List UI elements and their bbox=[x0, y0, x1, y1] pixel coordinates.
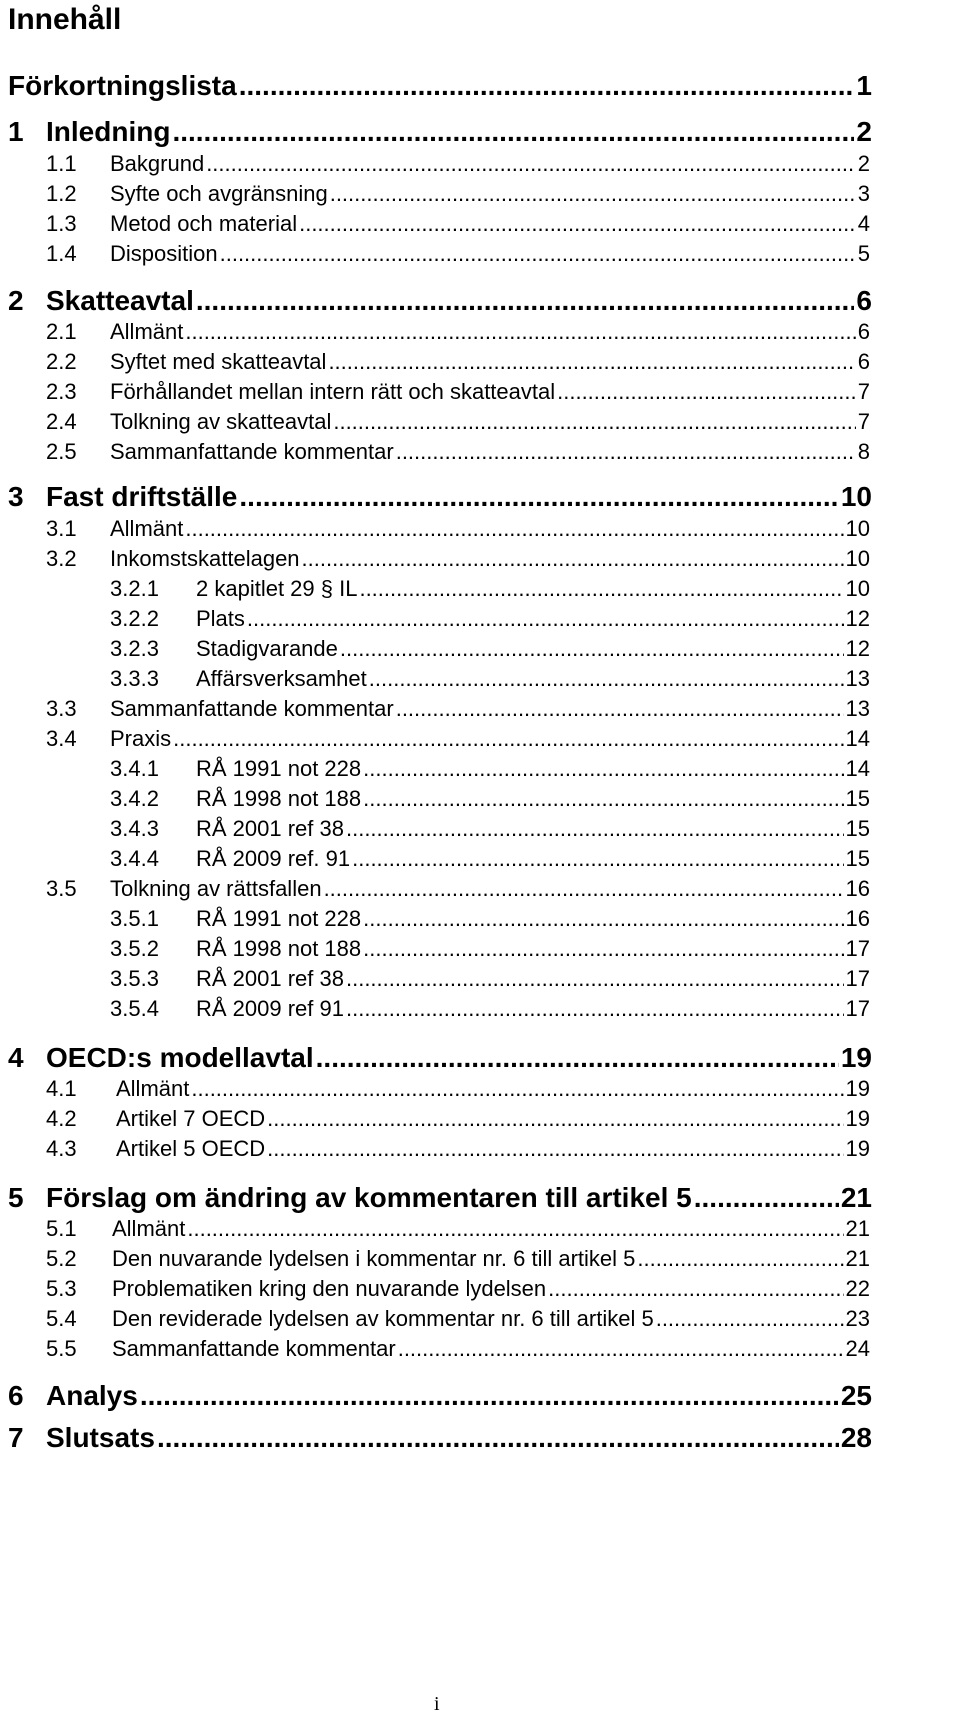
toc-entry-label: Tolkning av skatteavtal bbox=[110, 409, 332, 434]
toc-leader-dots bbox=[340, 636, 844, 662]
toc-entry-number: 3.5.4 bbox=[110, 996, 159, 1021]
toc-entry[interactable] bbox=[8, 285, 872, 317]
toc-entry-number: 3.4.2 bbox=[110, 786, 159, 811]
toc-entry-page: 19 bbox=[845, 1106, 870, 1131]
toc-entry-number: 5.5 bbox=[46, 1336, 77, 1361]
toc-entry-label: Allmänt bbox=[110, 319, 184, 344]
toc-entry-page: 10 bbox=[845, 576, 870, 601]
toc-entry-label: Allmänt bbox=[116, 1076, 190, 1101]
toc-entry-number: 1.2 bbox=[46, 181, 77, 206]
toc-entry-label: RÅ 1991 not 228 bbox=[196, 756, 362, 781]
toc-entry[interactable] bbox=[110, 606, 870, 632]
toc-entry-label: Sammanfattande kommentar bbox=[110, 439, 394, 464]
toc-entry[interactable] bbox=[46, 516, 870, 542]
toc-entry-label: Allmänt bbox=[112, 1216, 186, 1241]
toc-entry-number: 3 bbox=[8, 481, 24, 512]
toc-entry-label: Artikel 7 OECD bbox=[116, 1106, 266, 1131]
toc-leader-dots bbox=[330, 181, 856, 207]
toc-entry-page: 6 bbox=[856, 285, 872, 316]
toc-entry-page: 19 bbox=[840, 1042, 872, 1073]
toc-entry[interactable] bbox=[46, 181, 870, 207]
toc-leader-dots bbox=[359, 576, 843, 602]
toc-entry[interactable] bbox=[46, 546, 870, 572]
toc-leader-dots bbox=[363, 936, 843, 962]
toc-entry-label: Bakgrund bbox=[110, 151, 205, 176]
toc-leader-dots bbox=[346, 816, 844, 842]
toc-leader-dots bbox=[299, 211, 856, 237]
toc-leader-dots bbox=[185, 319, 855, 345]
toc-entry-number: 3.1 bbox=[46, 516, 77, 541]
toc-leader-dots bbox=[196, 285, 855, 317]
toc-entry-number: 1.1 bbox=[46, 151, 77, 176]
toc-entry-page: 6 bbox=[857, 319, 870, 344]
toc-leader-dots bbox=[396, 696, 844, 722]
toc-entry-number: 3.2.3 bbox=[110, 636, 159, 661]
toc-entry-label: Syfte och avgränsning bbox=[110, 181, 328, 206]
toc-leader-dots bbox=[173, 726, 843, 752]
toc-entry[interactable] bbox=[46, 1276, 870, 1302]
toc-leader-dots bbox=[187, 1216, 843, 1242]
toc-entry-number: 3.2 bbox=[46, 546, 77, 571]
toc-entry-label: Inledning bbox=[46, 116, 171, 147]
toc-entry-page: 14 bbox=[845, 726, 870, 751]
toc-entry[interactable] bbox=[46, 1136, 870, 1162]
toc-entry-label: Den reviderade lydelsen av kommentar nr. 6 till artikel 5 bbox=[112, 1306, 654, 1331]
toc-entry[interactable] bbox=[110, 816, 870, 842]
toc-leader-dots bbox=[157, 1422, 839, 1454]
toc-entry[interactable] bbox=[46, 1246, 870, 1272]
toc-leader-dots bbox=[185, 516, 843, 542]
toc-entry[interactable] bbox=[46, 1336, 870, 1362]
toc-entry[interactable] bbox=[46, 349, 870, 375]
toc-entry-number: 2.2 bbox=[46, 349, 77, 374]
toc-entry[interactable] bbox=[8, 1042, 872, 1074]
toc-leader-dots bbox=[363, 906, 843, 932]
toc-leader-dots bbox=[352, 846, 843, 872]
toc-entry-number: 3.4.4 bbox=[110, 846, 159, 871]
toc-entry-page: 12 bbox=[845, 636, 870, 661]
toc-entry[interactable] bbox=[8, 1380, 872, 1412]
toc-entry-label: Tolkning av rättsfallen bbox=[110, 876, 322, 901]
toc-entry-label: Sammanfattande kommentar bbox=[112, 1336, 396, 1361]
toc-entry-page: 21 bbox=[845, 1246, 870, 1271]
toc-entry-number: 4.3 bbox=[46, 1136, 77, 1161]
toc-entry[interactable] bbox=[110, 636, 870, 662]
toc-entry-number: 4 bbox=[8, 1042, 24, 1073]
toc-entry-page: 7 bbox=[857, 379, 870, 404]
toc-leader-dots bbox=[396, 439, 856, 465]
toc-leader-dots bbox=[363, 756, 843, 782]
toc-leader-dots bbox=[267, 1106, 843, 1132]
toc-entry-number: 1 bbox=[8, 116, 24, 147]
toc-entry-label: RÅ 2001 ref 38 bbox=[196, 966, 344, 991]
toc-entry-page: 1 bbox=[856, 70, 872, 101]
toc-entry-label: RÅ 2009 ref. 91 bbox=[196, 846, 351, 871]
toc-entry-label: Syftet med skatteavtal bbox=[110, 349, 327, 374]
toc-entry-page: 15 bbox=[845, 846, 870, 871]
toc-entry-page: 23 bbox=[845, 1306, 870, 1331]
toc-entry-number: 2 bbox=[8, 285, 24, 316]
toc-entry-label: Inkomstskattelagen bbox=[110, 546, 300, 571]
toc-entry-number: 3.5.2 bbox=[110, 936, 159, 961]
toc-entry-number: 3.2.2 bbox=[110, 606, 159, 631]
toc-entry-label: RÅ 2001 ref 38 bbox=[196, 816, 344, 841]
toc-leader-dots bbox=[346, 966, 844, 992]
toc-entry[interactable] bbox=[8, 70, 872, 102]
toc-entry-page: 13 bbox=[845, 666, 870, 691]
toc-entry-page: 2 bbox=[856, 116, 872, 147]
toc-entry-page: 17 bbox=[845, 996, 870, 1021]
toc-entry-number: 5.3 bbox=[46, 1276, 77, 1301]
toc-entry[interactable] bbox=[110, 576, 870, 602]
toc-entry-number: 6 bbox=[8, 1380, 24, 1411]
toc-entry-page: 28 bbox=[840, 1422, 872, 1453]
toc-entry-number: 2.5 bbox=[46, 439, 77, 464]
toc-entry[interactable] bbox=[46, 211, 870, 237]
toc-entry-label: Slutsats bbox=[46, 1422, 155, 1453]
toc-entry[interactable] bbox=[46, 439, 870, 465]
toc-entry-page: 22 bbox=[845, 1276, 870, 1301]
toc-entry[interactable] bbox=[110, 786, 870, 812]
toc-entry-label: Metod och material bbox=[110, 211, 298, 236]
toc-entry[interactable] bbox=[46, 1076, 870, 1102]
toc-entry-page: 10 bbox=[845, 546, 870, 571]
toc-leader-dots bbox=[239, 481, 838, 513]
toc-entry-label: RÅ 2009 ref 91 bbox=[196, 996, 344, 1021]
toc-entry[interactable] bbox=[110, 756, 870, 782]
toc-entry-page: 15 bbox=[845, 786, 870, 811]
toc-entry[interactable] bbox=[46, 696, 870, 722]
toc-entry[interactable] bbox=[46, 1306, 870, 1332]
toc-entry-page: 21 bbox=[840, 1182, 872, 1213]
toc-entry-page: 5 bbox=[857, 241, 870, 266]
toc-entry[interactable] bbox=[46, 876, 870, 902]
toc-entry-number: 1.3 bbox=[46, 211, 77, 236]
toc-entry[interactable] bbox=[8, 116, 872, 148]
toc-entry-page: 16 bbox=[845, 906, 870, 931]
toc-entry-number: 3.5.1 bbox=[110, 906, 159, 931]
toc-entry[interactable] bbox=[110, 846, 870, 872]
toc-entry[interactable] bbox=[46, 241, 870, 267]
toc-entry-page: 19 bbox=[845, 1076, 870, 1101]
toc-entry-label: Disposition bbox=[110, 241, 218, 266]
toc-entry-page: 8 bbox=[857, 439, 870, 464]
toc-entry[interactable] bbox=[46, 151, 870, 177]
toc-entry[interactable] bbox=[110, 966, 870, 992]
toc-entry[interactable] bbox=[110, 666, 870, 692]
toc-entry-label: RÅ 1998 not 188 bbox=[196, 786, 362, 811]
toc-leader-dots bbox=[220, 241, 856, 267]
toc-entry-number: 3.4.1 bbox=[110, 756, 159, 781]
toc-entry-label: Fast driftställe bbox=[46, 481, 238, 512]
toc-entry-page: 2 bbox=[857, 151, 870, 176]
toc-entry-page: 10 bbox=[845, 516, 870, 541]
toc-entry-page: 6 bbox=[857, 349, 870, 374]
toc-entry[interactable] bbox=[8, 481, 872, 513]
toc-entry[interactable] bbox=[46, 379, 870, 405]
toc-leader-dots bbox=[333, 409, 855, 435]
toc-entry-number: 3.2.1 bbox=[110, 576, 159, 601]
toc-leader-dots bbox=[267, 1136, 843, 1162]
toc-entry-label: Allmänt bbox=[110, 516, 184, 541]
toc-entry-number: 7 bbox=[8, 1422, 24, 1453]
toc-entry-page: 24 bbox=[845, 1336, 870, 1361]
toc-leader-dots bbox=[548, 1276, 843, 1302]
toc-entry-label: Stadigvarande bbox=[196, 636, 338, 661]
toc-leader-dots bbox=[239, 70, 855, 102]
toc-entry-label: Praxis bbox=[110, 726, 172, 751]
toc-leader-dots bbox=[206, 151, 856, 177]
toc-entry-number: 3.4.3 bbox=[110, 816, 159, 841]
toc-entry-number: 2.3 bbox=[46, 379, 77, 404]
toc-leader-dots bbox=[656, 1306, 844, 1332]
toc-entry-label: OECD:s modellavtal bbox=[46, 1042, 314, 1073]
toc-entry[interactable] bbox=[46, 726, 870, 752]
toc-entry-label: Förslag om ändring av kommentaren till artikel 5 bbox=[46, 1182, 692, 1213]
toc-entry[interactable] bbox=[46, 1216, 870, 1242]
page-title: Innehåll bbox=[8, 3, 122, 36]
toc-entry-label: 2 kapitlet 29 § IL bbox=[196, 576, 358, 601]
toc-entry-label: RÅ 1998 not 188 bbox=[196, 936, 362, 961]
toc-entry[interactable] bbox=[110, 936, 870, 962]
toc-leader-dots bbox=[637, 1246, 843, 1272]
toc-entry-number: 5.2 bbox=[46, 1246, 77, 1271]
toc-entry-label: RÅ 1991 not 228 bbox=[196, 906, 362, 931]
toc-entry-label: Artikel 5 OECD bbox=[116, 1136, 266, 1161]
toc-leader-dots bbox=[557, 379, 856, 405]
toc-entry-page: 13 bbox=[845, 696, 870, 721]
toc-entry-number: 2.4 bbox=[46, 409, 77, 434]
toc-leader-dots bbox=[346, 996, 844, 1022]
toc-entry-number: 4.2 bbox=[46, 1106, 77, 1131]
toc-entry-number: 5.1 bbox=[46, 1216, 77, 1241]
toc-entry-number: 3.5.3 bbox=[110, 966, 159, 991]
toc-entry-page: 4 bbox=[857, 211, 870, 236]
toc-entry-number: 1.4 bbox=[46, 241, 77, 266]
toc-entry[interactable] bbox=[46, 319, 870, 345]
toc-leader-dots bbox=[324, 876, 844, 902]
toc-leader-dots bbox=[328, 349, 855, 375]
toc-leader-dots bbox=[302, 546, 844, 572]
toc-entry[interactable] bbox=[110, 906, 870, 932]
toc-entry[interactable] bbox=[8, 1422, 872, 1454]
toc-entry-page: 21 bbox=[845, 1216, 870, 1241]
toc-entry-page: 14 bbox=[845, 756, 870, 781]
toc-entry-label: Affärsverksamhet bbox=[196, 666, 367, 691]
toc-leader-dots bbox=[247, 606, 844, 632]
toc-entry-label: Analys bbox=[46, 1380, 138, 1411]
page-number: i bbox=[434, 1693, 440, 1715]
toc-entry-number: 2.1 bbox=[46, 319, 77, 344]
toc-leader-dots bbox=[694, 1182, 839, 1214]
toc-leader-dots bbox=[316, 1042, 839, 1074]
toc-entry-page: 7 bbox=[857, 409, 870, 434]
toc-entry-label: Skatteavtal bbox=[46, 285, 194, 316]
toc-entry-page: 16 bbox=[845, 876, 870, 901]
toc-leader-dots bbox=[191, 1076, 843, 1102]
toc-entry-number: 5.4 bbox=[46, 1306, 77, 1331]
toc-entry-number: 3.5 bbox=[46, 876, 77, 901]
toc-entry-label: Problematiken kring den nuvarande lydelsen bbox=[112, 1276, 547, 1301]
toc-entry-page: 25 bbox=[840, 1380, 872, 1411]
toc-entry-page: 3 bbox=[857, 181, 870, 206]
toc-entry-page: 10 bbox=[840, 481, 872, 512]
toc-entry-number: 3.3.3 bbox=[110, 666, 159, 691]
toc-entry-label: Förhållandet mellan intern rätt och skatteavtal bbox=[110, 379, 556, 404]
toc-entry[interactable] bbox=[46, 409, 870, 435]
toc-entry-number: 3.4 bbox=[46, 726, 77, 751]
toc-entry-label: Den nuvarande lydelsen i kommentar nr. 6 till artikel 5 bbox=[112, 1246, 636, 1271]
toc-entry-number: 5 bbox=[8, 1182, 24, 1213]
toc-entry-label: Plats bbox=[196, 606, 245, 631]
toc-leader-dots bbox=[140, 1380, 839, 1412]
toc-entry-page: 17 bbox=[845, 936, 870, 961]
toc-leader-dots bbox=[369, 666, 844, 692]
toc-entry-label: Förkortningslista bbox=[8, 70, 237, 101]
toc-leader-dots bbox=[363, 786, 843, 812]
toc-entry-number: 4.1 bbox=[46, 1076, 77, 1101]
toc-entry[interactable] bbox=[8, 1182, 872, 1214]
toc-entry-page: 17 bbox=[845, 966, 870, 991]
toc-leader-dots bbox=[172, 116, 854, 148]
toc-entry-page: 12 bbox=[845, 606, 870, 631]
toc-entry-label: Sammanfattande kommentar bbox=[110, 696, 394, 721]
toc-entry-page: 15 bbox=[845, 816, 870, 841]
toc-entry-page: 19 bbox=[845, 1136, 870, 1161]
toc-entry-number: 3.3 bbox=[46, 696, 77, 721]
toc-entry[interactable] bbox=[46, 1106, 870, 1132]
toc-entry[interactable] bbox=[110, 996, 870, 1022]
toc-leader-dots bbox=[398, 1336, 844, 1362]
